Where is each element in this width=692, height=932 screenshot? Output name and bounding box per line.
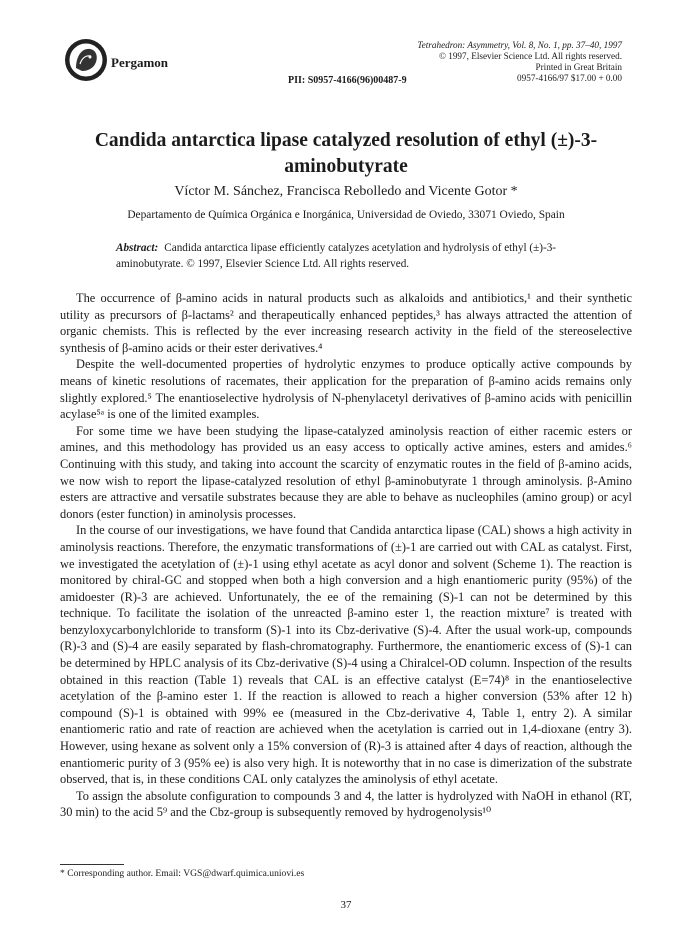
abstract-label: Abstract: <box>116 242 159 254</box>
body-paragraph: For some time we have been studying the lipase-catalyzed aminolysis reaction of either racemic esters or amines, and this methodology has provided us an easy access to optically active amines, esters and amides.⁶ Continuing with this study, and taking into account the scarcity of enzymatic routes in the field of β-amino acids, we now wish to report the lipase-catalyzed resolution of ethyl β-aminobutyrate 1 through aminolysis. β-Amino esters are attractive and versatile substrates because they are able to behave as nucleophiles (amino group) or acyl donors (ester function) in aminolysis processes. <box>60 423 632 521</box>
body-paragraph: In the course of our investigations, we have found that Candida antarctica lipase (CAL) shows a high activity in aminolysis reactions. Therefore, the enzymatic transformations of (±)-1 are carried out with CAL as catalyst. First, we investigated the acetylation of (±)-1 using ethyl acetate as acyl donor and solvent (Scheme 1). The reaction is monitored by chiral-GC and stopped when both a high conversion and a high enantiomeric purity (95%) of the amidoester (R)-3 are achieved. Unfortunately, the ee of the remaining (S)-1 can not be determined by this technique. To facilitate the isolation of the unreacted β-amino ester 1, the reaction mixture⁷ is treated with benzyloxycarbonylchloride to transform (S)-1 into its Cbz-derivative (S)-4. After the usual work-up, compounds (R)-3 and (S)-4 are easily separated by flash-chromatography. Furthermore, the enantiomeric excess of (S)-1 can be determined by HPLC analysis of its Cbz-derivative (S)-4 using a Chiralcel-OD column. Inspection of the results obtained in this reaction (Table 1) reveals that CAL is an effective catalyst (E=74)⁸ in the enantioselective acetylation of the β-amino ester 1. If the reaction is allowed to reach a higher conversion (53% after 12 h) compound (S)-1 is obtained with 99% ee (measured in the Cbz-derivative 4, Table 1, entry 2). A similar enantiomeric ratio and rate of reaction are achieved when the acetylation is carried out in 1,4-dioxane (entry 3). However, using hexane as solvent only a 15% conversion of (R)-3 is attained after 4 days of reaction, although the enantiomeric purity of 3 (95% ee) is also very high. It is noteworthy that in no case is dimerization of the substrate observed, that is, in these conditions CAL only catalyzes the aminolysis of ethyl acetate. <box>60 523 632 787</box>
journal-line-1: Tetrahedron: Asymmetry, Vol. 8, No. 1, pp. 37–40, 1997 <box>417 40 622 50</box>
paper-title: Candida antarctica lipase catalyzed resolution of ethyl (±)-3-aminobutyrate <box>94 130 598 177</box>
journal-line-2: © 1997, Elsevier Science Ltd. All rights reserved. <box>438 51 622 61</box>
author-affiliation: Departamento de Química Orgánica e Inorgánica, Universidad de Oviedo, 33071 Oviedo, Spain <box>127 209 565 221</box>
body-paragraph: Despite the well-documented properties of hydrolytic enzymes to produce optically active compounds by means of kinetic resolutions of racemates, their application for the preparation of β-amino acids remains only slightly explored.⁵ The enantioselective hydrolysis of N-phenylacetyl derivatives of β-amino acids with penicillin acylase⁵ᵃ is one of the limited examples. <box>60 357 632 422</box>
pergamon-logo-icon <box>64 38 108 82</box>
footnote-divider <box>60 864 124 865</box>
journal-citation <box>417 40 622 84</box>
publisher-name: Pergamon <box>111 55 169 70</box>
body-paragraph: To assign the absolute configuration to compounds 3 and 4, the latter is hydrolyzed with NaOH in ethanol (RT, 30 min) to the acid 5⁹ and the Cbz-group is subsequently removed by hydrogenolysis¹⁰ <box>60 788 632 820</box>
body-paragraph: The occurrence of β-amino acids in natural products such as alkaloids and antibiotics,¹ and their synthetic utility as precursors of β-lactams² and therapeutically enhanced peptides,³ has always attracted the attention of organic chemists. This is reflected by the ever increasing research activity in the field of the stereoselective synthesis of β-amino acids or their ester derivatives.⁴ <box>60 291 632 355</box>
pii-code: PII: S0957-4166(96)00487-9 <box>288 75 407 86</box>
abstract <box>116 240 594 272</box>
abstract-text: Candida antarctica lipase efficiently catalyzes acetylation and hydrolysis of ethyl (±)-3-aminobutyrate. © 1997, Elsevier Science Ltd. All rights reserved. <box>116 242 557 270</box>
body-text <box>60 290 632 821</box>
page-number: 37 <box>340 899 352 911</box>
journal-line-4: 0957-4166/97 $17.00 + 0.00 <box>517 73 622 83</box>
corresponding-author-footnote: * Corresponding author. Email: VGS@dwarf.quimica.uniovi.es <box>60 868 305 879</box>
author-list: Víctor M. Sánchez, Francisca Rebolledo and Vicente Gotor * <box>174 184 518 199</box>
journal-line-3: Printed in Great Britain <box>535 62 622 72</box>
